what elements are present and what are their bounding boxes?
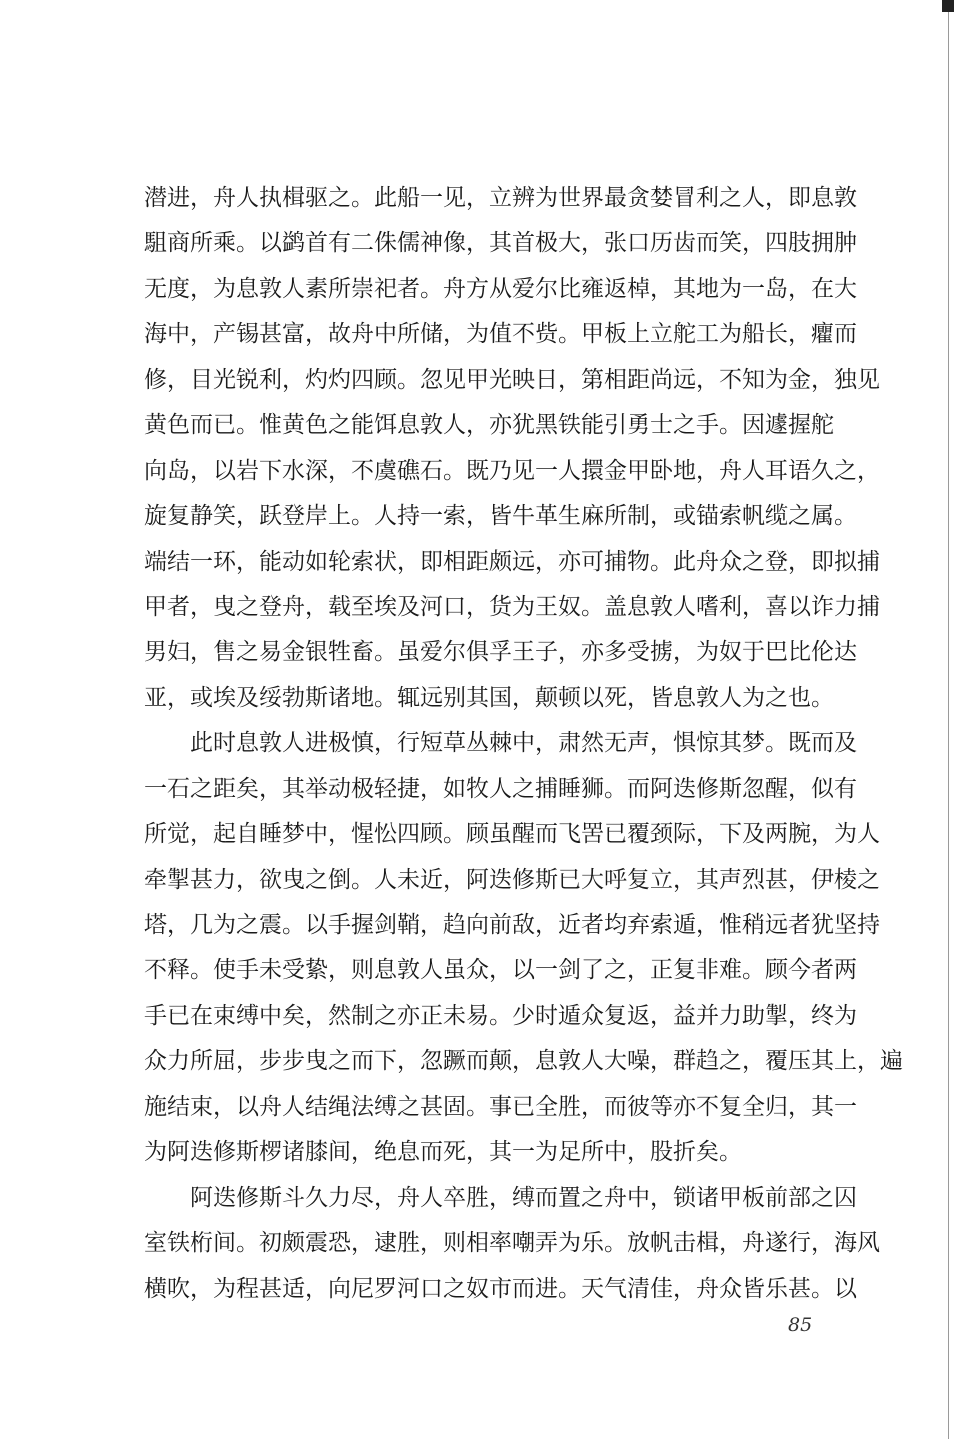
text-line: 不释。使手未受絷，则息敦人虽众，以一剑了之，正复非难。顾今者两 [144, 957, 857, 984]
text-line: 端结一环，能动如轮索状，即相距颇远，亦可捕物。此舟众之登，即拟捕 [144, 548, 880, 575]
text-line: 旋复静笑，跃登岸上。人持一索，皆牛革生麻所制，或锚索帆缆之属。 [144, 503, 857, 530]
text-line: 阿迭修斯斗久力尽，舟人卒胜，缚而置之舟中，锁诸甲板前部之囚 [190, 1184, 857, 1211]
paragraph-3 [144, 1176, 880, 1312]
text-line: 施结束，以舟人结绳法缚之甚固。事已全胜，而彼等亦不复全归，其一 [144, 1093, 857, 1120]
scan-corner-mark [942, 0, 954, 12]
paragraph-2 [144, 721, 903, 1175]
text-line: 甲者，曳之登舟，载至埃及河口，货为王奴。盖息敦人嗜利，喜以诈力捕 [144, 593, 880, 620]
text-line: 駔商所乘。以鹢首有二侏儒神像，其首极大，张口历齿而笑，四肢拥肿 [144, 230, 857, 257]
text-line: 塔，几为之震。以手握剑鞘，趋向前敌，近者均弃索遁，惟稍远者犹坚持 [144, 912, 880, 938]
text-line: 众力所屈，步步曳之而下，忽蹶而颠，息敦人大噪，群趋之，覆压其上，遍 [144, 1048, 903, 1075]
text-line: 亚，或埃及绥勃斯诸地。辄远别其国，颠顿以死，皆息敦人为之也。 [144, 684, 834, 711]
text-line: 此时息敦人进极慎，行短草丛棘中，肃然无声，惧惊其梦。既而及 [190, 730, 857, 757]
text-line: 手已在束缚中矣，然制之亦正未易。少时遁众复返，益并力助掣，终为 [144, 1002, 857, 1029]
paragraph-1 [144, 176, 880, 721]
text-line: 修，目光锐利，灼灼四顾。忽见甲光映日，第相距尚远，不知为金，独见 [144, 366, 880, 393]
text-line: 室铁桁间。初颇震恐，逮胜，则相率嘲弄为乐。放帆击楫，舟遂行，海风 [144, 1230, 880, 1257]
text-line: 潜进，舟人执楫驱之。此船一见，立辨为世界最贪婪冒利之人，即息敦 [144, 185, 857, 211]
page-number: 85 [788, 1314, 813, 1336]
text-line: 为阿迭修斯椤诸膝间，绝息而死，其一为足所中，股折矣。 [144, 1139, 742, 1166]
text-line: 横吹，为程甚适，向尼罗河口之奴市而进。天气清佳，舟众皆乐甚。以 [144, 1275, 857, 1302]
page-edge-line [948, 0, 949, 1439]
text-line: 黄色而已。惟黄色之能饵息敦人，亦犹黑铁能引勇士之手。因遽握舵 [144, 412, 834, 439]
body-text [144, 176, 903, 1312]
text-line: 向岛，以岩下水深，不虞礁石。既乃见一人擐金甲卧地，舟人耳语久之， [144, 457, 880, 484]
text-line: 男妇，售之易金银牲畜。虽爱尔俱孚王子，亦多受掳，为奴于巴比伦达 [144, 639, 857, 666]
text-line: 所觉，起自睡梦中，惺忪四顾。顾虽醒而飞罟已覆颈际，下及两腕，为人 [144, 821, 880, 848]
text-line: 牵掣甚力，欲曳之倒。人未近，阿迭修斯已大呼复立，其声烈甚，伊棱之 [144, 866, 880, 893]
text-line: 无度，为息敦人素所崇祀者。舟方从爱尔比雍返棹，其地为一岛，在大 [144, 275, 857, 302]
text-line: 一石之距矣，其举动极轻捷，如牧人之捕睡狮。而阿迭修斯忽醒，似有 [144, 775, 857, 802]
text-line: 海中，产锡甚富，故舟中所储，为值不赀。甲板上立舵工为船长，癯而 [144, 321, 857, 348]
